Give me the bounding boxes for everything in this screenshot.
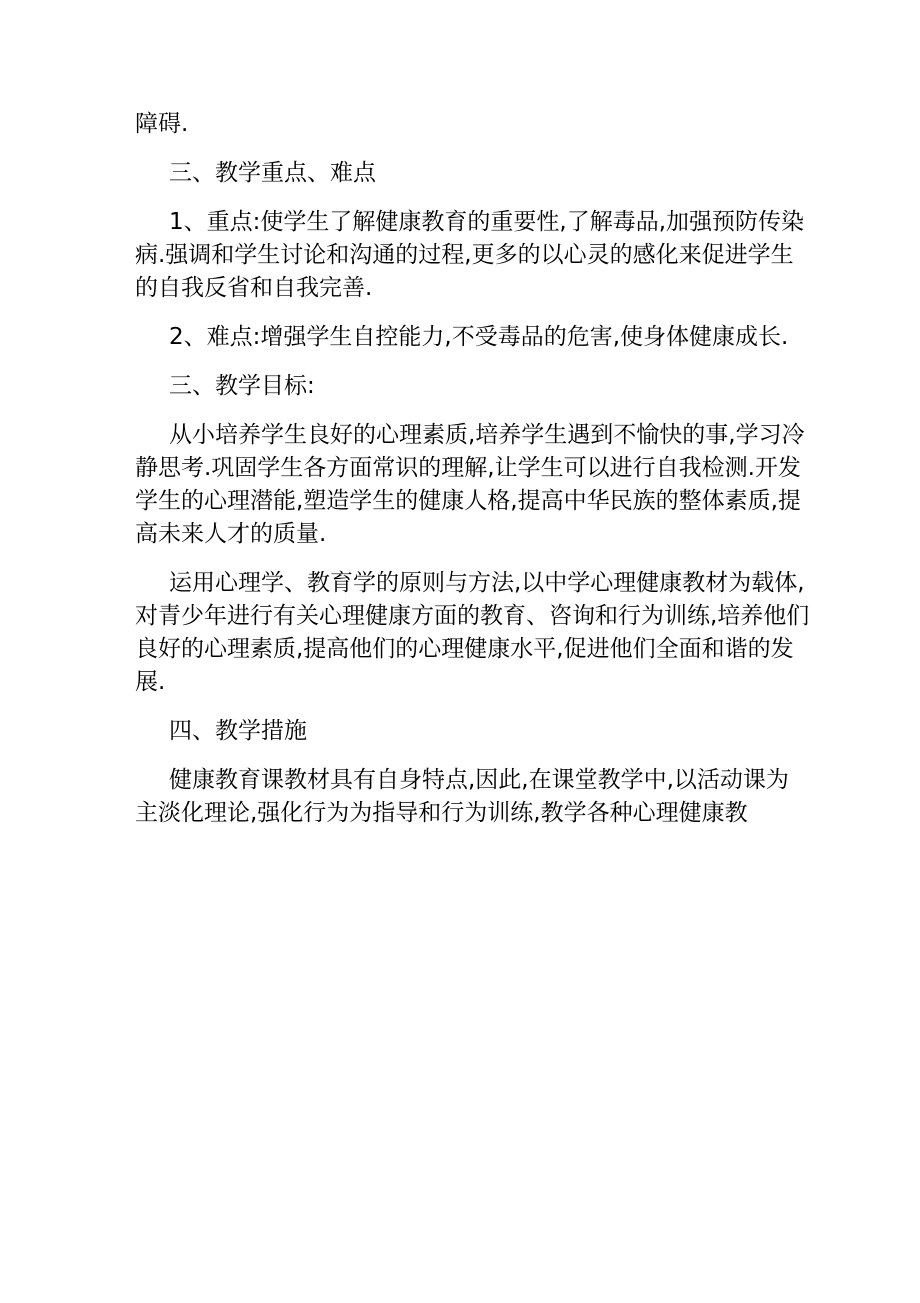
text-line: 1、重点:使学生了解健康教育的重要性,了解毒品,加强预防传染 <box>169 209 805 235</box>
document-body <box>135 108 815 846</box>
text-line: 静思考.巩固学生各方面常识的理解,让学生可以进行自我检测.开发 <box>135 455 801 481</box>
text-line: 主淡化理论,强化行为为指导和行为训练,教学各种心理健康教 <box>135 800 748 826</box>
text-line: 学生的心理潜能,塑造学生的健康人格,提高中华民族的整体素质,提 <box>135 488 801 514</box>
text-line: 三、教学重点、难点 <box>169 160 376 186</box>
text-line: 展. <box>135 669 166 695</box>
text-line: 障碍. <box>135 111 189 137</box>
text-line: 对青少年进行有关心理健康方面的教育、咨询和行为训练,培养他们 <box>135 603 810 629</box>
text-line: 从小培养学生良好的心理素质,培养学生遇到不愉快的事,学习冷 <box>169 422 805 448</box>
text-line: 2、难点:增强学生自控能力,不受毒品的危害,使身体健康成长. <box>169 324 789 350</box>
paragraph-objectives-2 <box>135 567 815 699</box>
section-heading-objectives <box>135 370 815 403</box>
paragraph-continuation <box>135 108 815 141</box>
text-line: 良好的心理素质,提高他们的心理健康水平,促进他们全面和谐的发 <box>135 636 794 662</box>
text-line: 四、教学措施 <box>169 718 307 744</box>
text-line: 运用心理学、教育学的原则与方法,以中学心理健康教材为载体, <box>169 570 805 596</box>
paragraph-measures <box>135 764 815 830</box>
section-heading-key-points <box>135 157 815 190</box>
text-line: 高未来人才的质量. <box>135 521 327 547</box>
paragraph-key-point <box>135 206 815 305</box>
section-heading-measures <box>135 715 815 748</box>
text-line: 病.强调和学生讨论和沟通的过程,更多的以心灵的感化来促进学生 <box>135 242 794 268</box>
text-line: 健康教育课教材具有自身特点,因此,在课堂教学中,以活动课为 <box>169 767 789 793</box>
text-line: 的自我反省和自我完善. <box>135 275 373 301</box>
text-line: 三、教学目标: <box>169 373 315 399</box>
paragraph-difficulty <box>135 321 815 354</box>
paragraph-objectives-1 <box>135 419 815 551</box>
